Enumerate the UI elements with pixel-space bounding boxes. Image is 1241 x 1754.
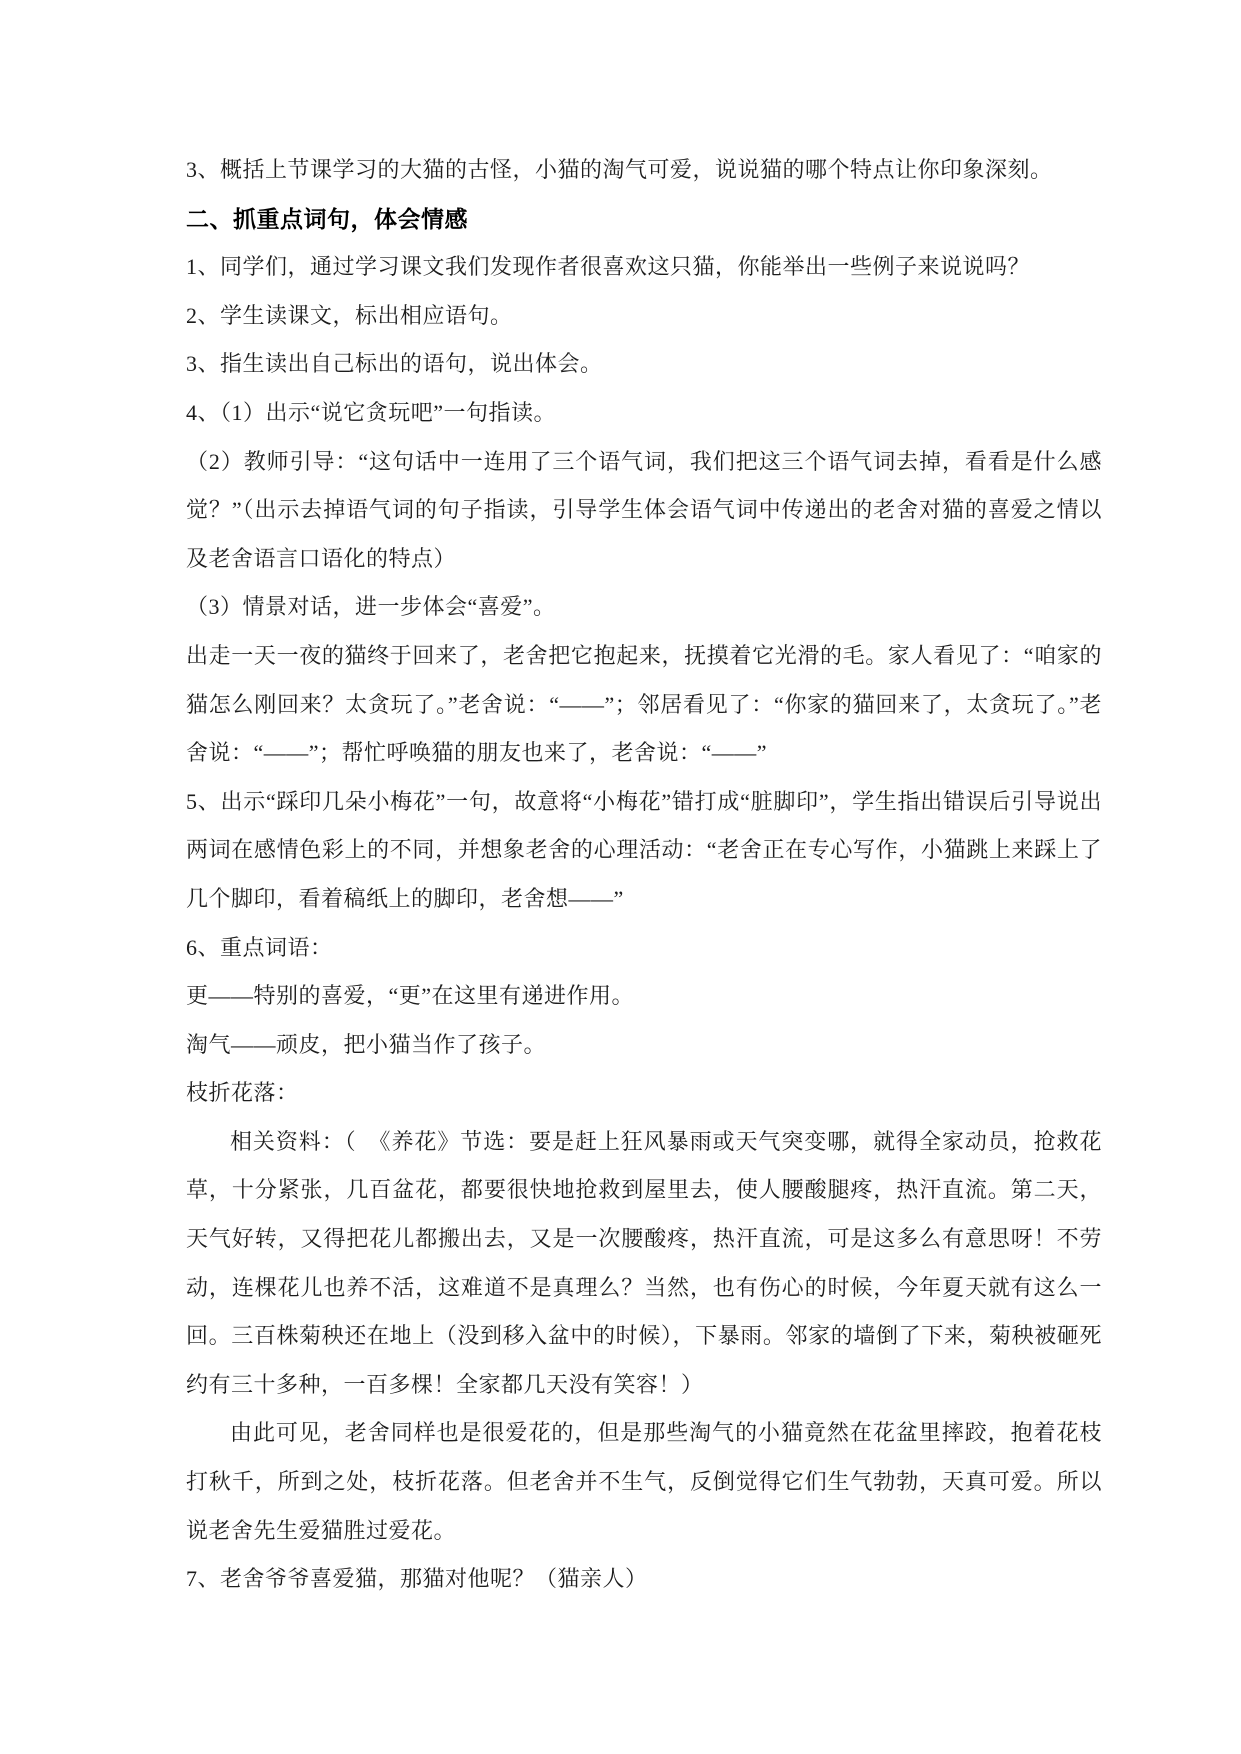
paragraph: 淘气——顽皮，把小猫当作了孩子。 xyxy=(186,1031,547,1057)
paragraph: 1、同学们，通过学习课文我们发现作者很喜欢这只猫，你能举出一些例子来说说吗？ xyxy=(186,254,1031,280)
paragraph: 枝折花落： xyxy=(186,1080,299,1106)
paragraph: 3、概括上节课学习的大猫的古怪，小猫的淘气可爱，说说猫的哪个特点让你印象深刻。 xyxy=(186,157,1053,182)
paragraph: 出走一天一夜的猫终于回来了，老舍把它抱起来，抚摸着它光滑的毛。家人看见了：“咱家的猫怎么刚回来？太贪玩了。”老舍说：“——”；邻居看见了：“你家的猫回来了，太贪玩了。”老舍说：“——”；帮忙呼唤猫的朋友也来了，老舍说：“——” xyxy=(186,642,1102,766)
paragraph: 相关资料：（ 《养花》节选：要是赶上狂风暴雨或天气突变哪，就得全家动员，抢救花草，十分紧张，几百盆花，都要很快地抢救到屋里去，使人腰酸腿疼，热汗直流。第二天，天气好转，又得把花儿都搬出去，又是一次腰酸疼，热汗直流，可是这多么有意思呀！不劳动，连棵花儿也养不活，这难道不是真理么？当然，也有伤心的时候，今年夏天就有这么一回。三百株菊秧还在地上（没到移入盆中的时候），下暴雨。邻家的墙倒了下来，菊秧被砸死约有三十多种，一百多棵！全家都几天没有笑容！） xyxy=(186,1128,1102,1397)
paragraph: 7、老舍爷爷喜爱猫，那猫对他呢？（猫亲人） xyxy=(186,1566,648,1592)
paragraph: 3、指生读出自己标出的语句，说出体会。 xyxy=(186,351,603,377)
paragraph: 4、（1）出示“说它贪玩吧”一句指读。 xyxy=(186,399,557,425)
paragraph: （2）教师引导：“这句话中一连用了三个语气词，我们把这三个语气词去掉，看看是什么感觉？”（出示去掉语气词的句子指读，引导学生体会语气词中传递出的老舍对猫的喜爱之情以及老舍语言口语化的特点） xyxy=(186,448,1102,571)
paragraph: 由此可见，老舍同样也是很爱花的，但是那些淘气的小猫竟然在花盆里摔跤，抱着花枝打秋千，所到之处，枝折花落。但老舍并不生气，反倒觉得它们生气勃勃，天真可爱。所以说老舍先生爱猫胜过爱花。 xyxy=(186,1420,1102,1543)
paragraph: 6、重点词语： xyxy=(186,934,333,960)
paragraph: 更——特别的喜爱，“更”在这里有递进作用。 xyxy=(186,983,635,1009)
paragraph: 5、出示“踩印几朵小梅花”一句，故意将“小梅花”错打成“脏脚印”，学生指出错误后引导说出两词在感情色彩上的不同，并想象老舍的心理活动：“老舍正在专心写作，小猫跳上来踩上了几个脚印，看着稿纸上的脚印，老舍想——” xyxy=(186,788,1102,911)
paragraph: （3）情景对话，进一步体会“喜爱”。 xyxy=(186,594,556,620)
paragraph: 2、学生读课文，标出相应语句。 xyxy=(186,302,513,328)
section-heading: 二、抓重点词句，体会情感 xyxy=(186,205,468,232)
document-body xyxy=(186,0,1102,1604)
